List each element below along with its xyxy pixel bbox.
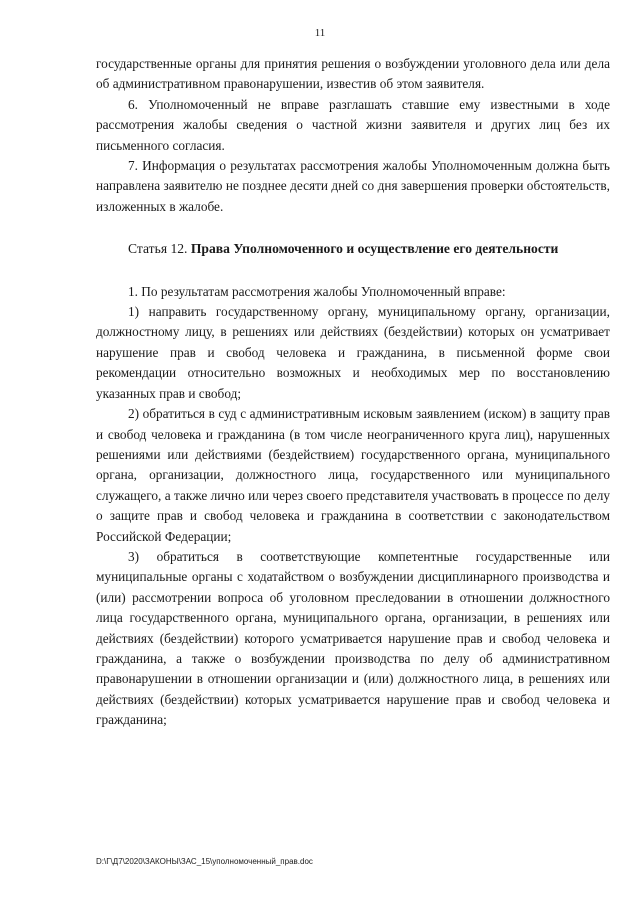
file-path-footer: D:\Г\Д7\2020\ЗАКОНЫ\ЗАС_15\уполномоченный_прав.doc — [96, 857, 313, 866]
paragraph-6: 6. Уполномоченный не вправе разглашать ставшие ему известными в ходе рассмотрения жалобы сведения о частной жизни заявителя и других лиц без их письменного согласия. — [96, 96, 610, 153]
article-item-3: 3) обратиться в соответствующие компетентные государственные или муниципальные органы с ходатайством о возбуждении дисциплинарного производства и (или) рассмотрении вопроса об уголовном преследовании в отношении должностного лица государственного органа, муниципального органа, организации, в решениях или действиях (бездействии) которого усматривается нарушение прав и свобод человека и гражданина, а также о возбуждении производства по делу об административном правонарушении в отношении организации и (или) должностного лица, в решениях или действиях (бездействии) которых усматривается нарушение прав и свобод человека и гражданина; — [96, 548, 610, 728]
article-prefix: Статья 12. — [128, 241, 191, 257]
article-paragraph-1: 1. По результатам рассмотрения жалобы Уполномоченный вправе: — [128, 283, 506, 299]
article-item-2: 2) обратиться в суд с административным исковым заявлением (иском) в защиту прав и свобод человека и гражданина (в том числе неограниченного круга лиц), нарушенных решениями или действиями (бездействием) государственного органа, муниципального органа, организации, должностного лица, государственного или муниципального служащего, а также лично или через своего представителя участвовать в процессе по делу о защите прав и свобод человека и гражданина в соответствии с законодательством Российской Федерации; — [96, 406, 610, 544]
article-heading — [96, 239, 610, 259]
document-body — [96, 54, 610, 731]
article-item-1: 1) направить государственному органу, муниципальному органу, организации, должностному лицу, в решениях или действиях (бездействии) которых он усматривает нарушение прав и свобод человека и гражданина, в письменной форме свои рекомендации относительно возможных и необходимых мер по восстановлению указанных прав и свобод; — [96, 304, 610, 401]
paragraph-continuation: государственные органы для принятия решения о возбуждении уголовного дела или дела об административном правонарушении, известив об этом заявителя. — [96, 56, 610, 92]
article-title: Права Уполномоченного и осуществление его деятельности — [190, 241, 559, 257]
paragraph-7: 7. Информация о результатах рассмотрения жалобы Уполномоченным должна быть направлена заявителю не позднее десяти дней со дня завершения проверки обстоятельств, изложенных в жалобе. — [96, 158, 610, 214]
page-number: 11 — [314, 27, 326, 39]
